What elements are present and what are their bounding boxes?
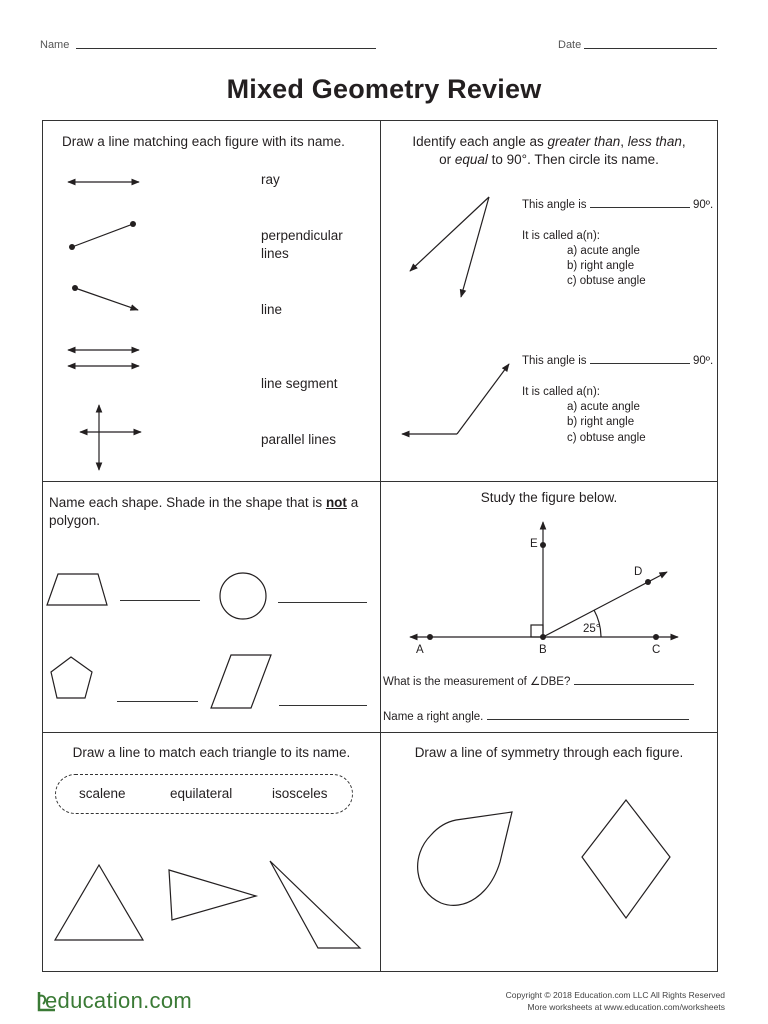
page-title: Mixed Geometry Review xyxy=(226,74,542,104)
q1-name-line: line xyxy=(261,302,283,317)
q5-instruction: Draw a line to match each triangle to its name. xyxy=(72,745,351,760)
q3-instruction: Name each shape. Shade in the shape that is not a polygon. xyxy=(49,495,359,528)
label-d: D xyxy=(634,566,643,578)
q2-block1-line1: This angle is 90º. xyxy=(522,199,714,211)
rhombus-shape xyxy=(582,800,670,918)
q2-block1-called: It is called a(n): xyxy=(522,230,600,242)
q2-block2-called: It is called a(n): xyxy=(522,386,600,398)
q5-name-scalene: scalene xyxy=(79,786,126,801)
footer-more-link[interactable]: More worksheets at www.education.com/worksheets xyxy=(527,1002,725,1012)
q2-block1-option-c[interactable]: c) obtuse angle xyxy=(567,275,646,287)
q1-instruction: Draw a line matching each figure with its name. xyxy=(62,134,345,149)
label-e: E xyxy=(530,538,538,550)
q2-block1-option-b[interactable]: b) right angle xyxy=(567,260,635,272)
q2-block2-option-c[interactable]: c) obtuse angle xyxy=(567,432,646,444)
q1-name-segment: line segment xyxy=(261,376,338,391)
teardrop-shape xyxy=(418,812,512,905)
angle-label: 25° xyxy=(583,623,601,635)
education-logo[interactable] xyxy=(33,988,233,1016)
q5-name-isosceles: isosceles xyxy=(272,786,328,801)
q2-block2-option-b[interactable]: b) right angle xyxy=(567,416,635,428)
logo-text: education.com xyxy=(45,988,192,1013)
q5-name-equilateral: equilateral xyxy=(170,786,233,801)
q2-block2-line1: This angle is 90º. xyxy=(522,355,714,367)
q2-instruction: Identify each angle as greater than, less than, or equal to 90°. Then circle its name. xyxy=(412,134,686,167)
name-label: Name xyxy=(40,39,70,51)
q1-name-perpendicular: perpendicular lines xyxy=(261,228,343,261)
q1-name-ray: ray xyxy=(261,172,280,187)
date-label: Date xyxy=(558,39,582,51)
q2-block1-option-a[interactable]: a) acute angle xyxy=(567,245,640,257)
footer-copyright: Copyright © 2018 Education.com LLC All Rights Reserved More worksheets at www.education.com/worksheets xyxy=(440,989,725,1013)
q1-name-parallel: parallel lines xyxy=(261,432,337,447)
label-a: A xyxy=(416,644,424,656)
q4-question-2: Name a right angle. xyxy=(383,710,713,726)
label-b: B xyxy=(539,644,547,656)
q4-instruction: Study the figure below. xyxy=(480,490,618,505)
label-c: C xyxy=(652,644,661,656)
q2-block2-option-a[interactable]: a) acute angle xyxy=(567,401,640,413)
q6-instruction: Draw a line of symmetry through each figure. xyxy=(414,745,684,760)
q4-question-1: What is the measurement of ∠DBE? xyxy=(383,675,713,691)
